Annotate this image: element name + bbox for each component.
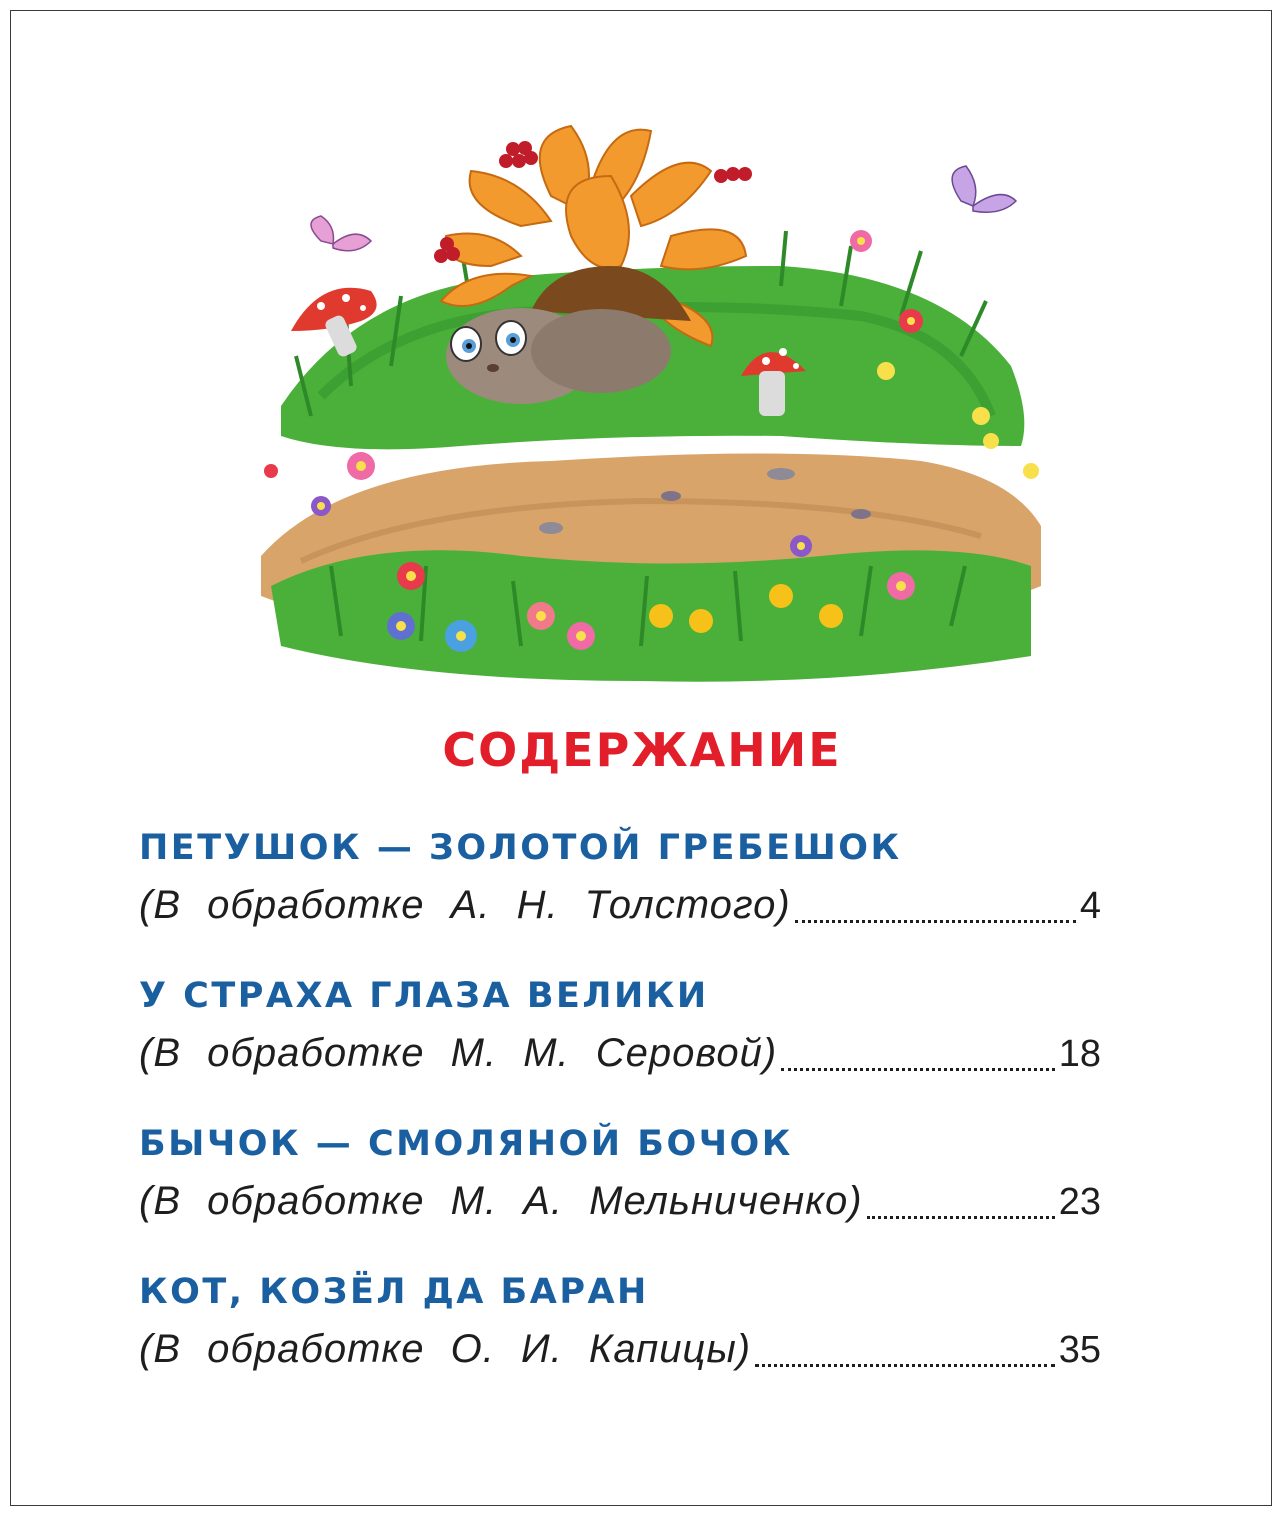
toc-entry[interactable] xyxy=(139,969,1101,1117)
adaptation-credit: (В обработке О. И. Капицы) xyxy=(139,1327,752,1371)
toc-line xyxy=(139,1171,1101,1231)
story-title: У СТРАХА ГЛАЗА ВЕЛИКИ xyxy=(139,976,709,1016)
story-title: БЫЧОК — СМОЛЯНОЙ БОЧОК xyxy=(139,1124,793,1164)
story-title: КОТ, КОЗЁЛ ДА БАРАН xyxy=(139,1272,649,1312)
page-number: 4 xyxy=(1079,885,1101,927)
adaptation-credit: (В обработке М. М. Серовой) xyxy=(139,1031,778,1075)
page-number: 23 xyxy=(1058,1181,1101,1223)
toc-entry[interactable] xyxy=(139,1117,1101,1265)
dot-leader xyxy=(867,1216,1055,1219)
toc-line xyxy=(139,875,1101,935)
dot-leader xyxy=(755,1364,1055,1367)
table-of-contents xyxy=(139,821,1101,1413)
book-page xyxy=(10,10,1272,1506)
page-number: 35 xyxy=(1058,1329,1101,1371)
toc-line xyxy=(139,1023,1101,1083)
toc-entry[interactable] xyxy=(139,1265,1101,1413)
dot-leader xyxy=(781,1068,1055,1071)
toc-entry[interactable] xyxy=(139,821,1101,969)
story-title: ПЕТУШОК — ЗОЛОТОЙ ГРЕБЕШОК xyxy=(139,828,902,868)
hare-under-leaf-hut-illustration xyxy=(221,116,1061,691)
adaptation-credit: (В обработке М. А. Мельниченко) xyxy=(139,1179,863,1223)
toc-line xyxy=(139,1319,1101,1379)
adaptation-credit: (В обработке А. Н. Толстого) xyxy=(139,883,791,927)
page-number: 18 xyxy=(1058,1033,1101,1075)
contents-heading: СОДЕРЖАНИЕ xyxy=(442,723,842,777)
dot-leader xyxy=(795,920,1076,923)
